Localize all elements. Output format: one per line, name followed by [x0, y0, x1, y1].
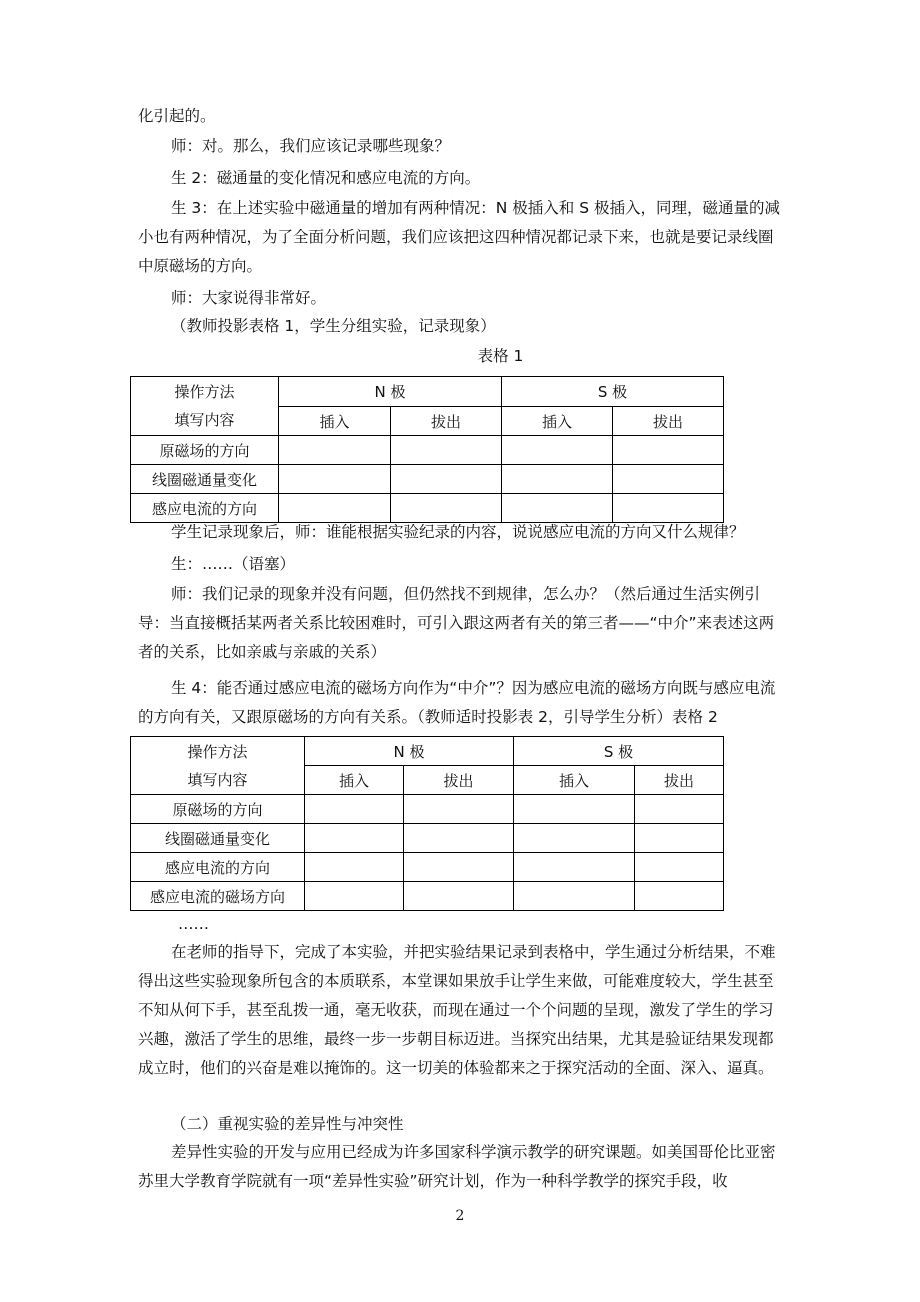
paragraph: （教师投影表格 1，学生分组实验，记录现象）: [171, 317, 496, 335]
paragraph: 生 3：在上述实验中磁通量的增加有两种情况：N 极插入和 S 极插入，同理，磁通量的减小也有两种情况，为了全面分析问题，我们应该把这四种情况都记录下来，也就是要记录线圈中原磁场的方向。: [138, 199, 781, 275]
paragraph: 师：我们记录的现象并没有问题，但仍然找不到规律，怎么办？（然后通过生活实例引导：当直接概括某两者关系比较困难时，可引入跟这两者有关的第三者——“中介”来表述这两者的关系，比如亲戚与亲戚的关系）: [138, 585, 775, 661]
empty-cell: [391, 465, 502, 494]
empty-cell: [514, 853, 635, 882]
empty-cell: [279, 465, 391, 494]
empty-cell: [502, 465, 613, 494]
empty-cell: [404, 795, 514, 824]
empty-cell: [635, 853, 724, 882]
ellipsis: ……: [178, 915, 209, 933]
corner-top-label: 操作方法: [174, 383, 235, 401]
pull-header: 拔出: [404, 766, 514, 795]
paragraph: 师：大家说得非常好。: [171, 289, 327, 307]
paragraph: 生 4：能否通过感应电流的磁场方向作为“中介”？因为感应电流的磁场方向既与感应电流的方向有关，又跟原磁场的方向有关系。（教师适时投影表 2，引导学生分析）表格 2: [138, 679, 776, 726]
corner-top-label: 操作方法: [187, 742, 248, 761]
row-label: 感应电流的磁场方向: [131, 882, 305, 911]
insert-header: 插入: [279, 407, 391, 436]
n-pole-header: N 极: [305, 737, 514, 766]
page-number: 2: [455, 1208, 465, 1224]
s-pole-header: S 极: [514, 737, 724, 766]
table-1: [130, 376, 724, 523]
empty-cell: [514, 795, 635, 824]
empty-cell: [613, 436, 724, 465]
paragraph: 师：对。那么，我们应该记录哪些现象？: [171, 137, 451, 155]
table-2: [130, 736, 724, 911]
paragraph: 差异性实验的开发与应用已经成为许多国家科学演示教学的研究课题。如美国哥伦比亚密苏里大学教育学院就有一项“差异性实验”研究计划，作为一种科学教学的探究手段，收: [138, 1143, 776, 1190]
empty-cell: [305, 795, 404, 824]
empty-cell: [514, 882, 635, 911]
pull-header: 拔出: [635, 766, 724, 795]
insert-header: 插入: [514, 766, 635, 795]
empty-cell: [305, 853, 404, 882]
paragraph: 化引起的。: [138, 107, 216, 125]
empty-cell: [305, 882, 404, 911]
section-heading: （二）重视实验的差异性与冲突性: [171, 1115, 404, 1133]
s-pole-header: S 极: [502, 377, 724, 407]
paragraph: 学生记录现象后，师：谁能根据实验纪录的内容，说说感应电流的方向又什么规律？: [171, 523, 745, 541]
n-pole-header: N 极: [279, 377, 502, 407]
row-label: 线圈磁通量变化: [131, 465, 279, 494]
paragraph: 在老师的指导下，完成了本实验，并把实验结果记录到表格中，学生通过分析结果，不难得出这些实验现象所包含的本质联系，本堂课如果放手让学生来做，可能难度较大，学生甚至不知从何下手，甚至乱拨一通，毫无收获，而现在通过一个个问题的呈现，激发了学生的学习兴趣，激活了学生的思维，最终一步一步朝目标迈进。当探究出结果，尤其是验证结果发现都成立时，他们的兴奋是难以掩饰的。这一切美的体验都来之于探究活动的全面、深入、逼真。: [138, 943, 776, 1077]
empty-cell: [502, 436, 613, 465]
corner-bottom-label: 填写内容: [174, 411, 235, 429]
insert-header: 插入: [502, 407, 613, 436]
corner-bottom-label: 填写内容: [187, 770, 248, 789]
row-label: 感应电流的方向: [131, 853, 305, 882]
pull-header: 拔出: [613, 407, 724, 436]
paragraph: 生：……（语塞）: [171, 555, 296, 573]
empty-cell: [613, 465, 724, 494]
empty-cell: [514, 824, 635, 853]
empty-cell: [391, 436, 502, 465]
pull-header: 拔出: [391, 407, 502, 436]
empty-cell: [635, 824, 724, 853]
row-label: 线圈磁通量变化: [131, 824, 305, 853]
empty-cell: [404, 882, 514, 911]
empty-cell: [404, 853, 514, 882]
row-label: 原磁场的方向: [131, 436, 279, 465]
row-label: 感应电流的方向: [131, 494, 279, 523]
paragraph: 生 2：磁通量的变化情况和感应电流的方向。: [171, 169, 481, 187]
row-label: 原磁场的方向: [131, 795, 305, 824]
empty-cell: [635, 795, 724, 824]
empty-cell: [305, 824, 404, 853]
table-corner-cell: [131, 737, 305, 795]
empty-cell: [635, 882, 724, 911]
insert-header: 插入: [305, 766, 404, 795]
table-caption: 表格 1: [477, 347, 524, 365]
empty-cell: [404, 824, 514, 853]
table-corner-cell: [131, 377, 279, 436]
empty-cell: [279, 436, 391, 465]
